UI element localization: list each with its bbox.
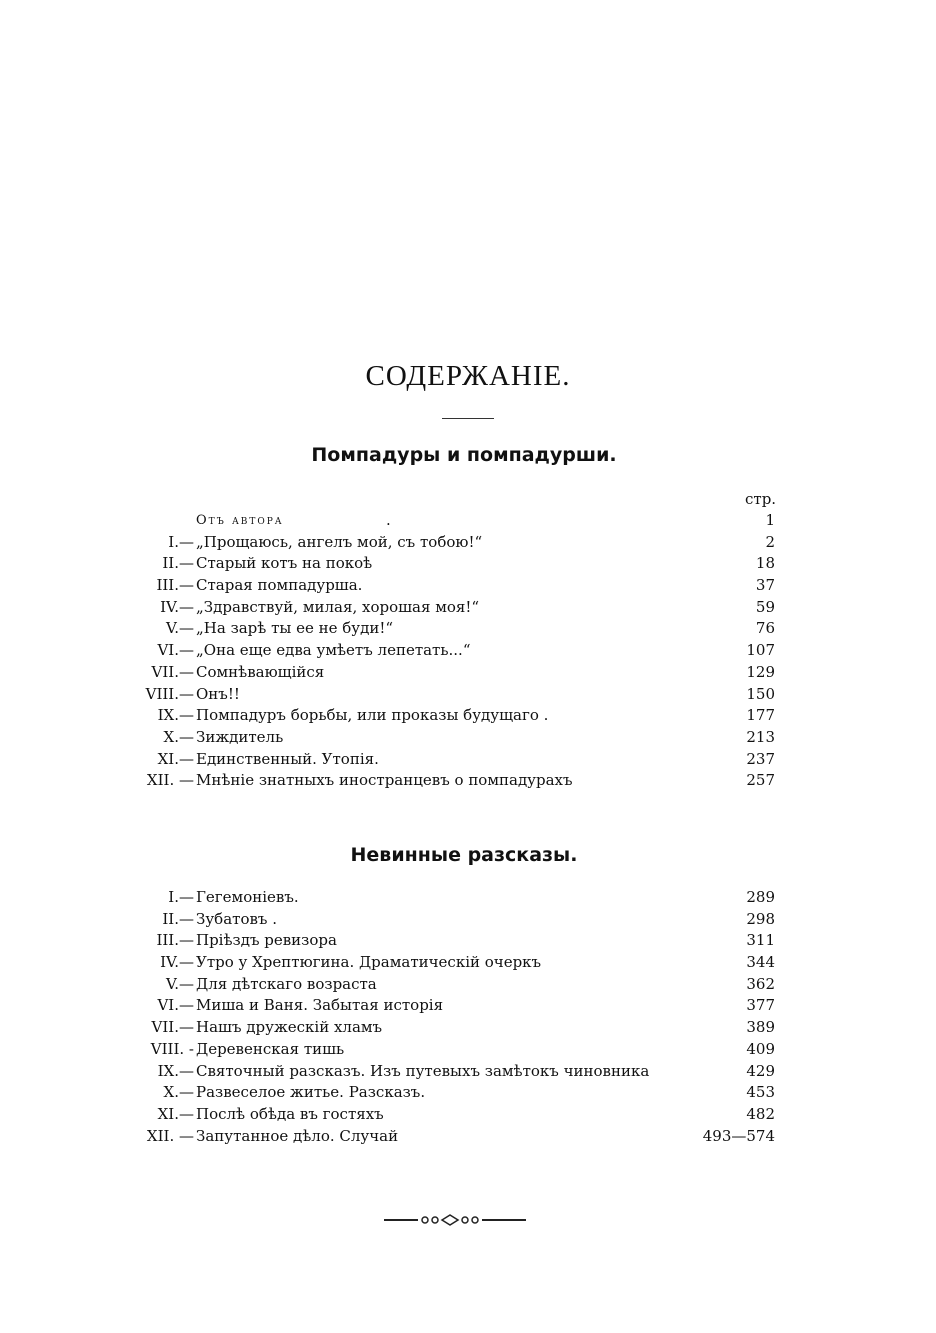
toc-chapter-number: IX.—	[157, 1061, 194, 1080]
toc-chapter-title: Гегемоніевъ.	[196, 888, 299, 906]
section-heading: Помпадуры и помпадурши.	[311, 444, 617, 466]
toc-chapter-number: XII. —	[146, 771, 194, 790]
toc-chapter-number: II.—	[162, 554, 194, 573]
toc-page-number: 482	[746, 1104, 775, 1123]
toc-page-number: 213	[746, 727, 775, 746]
toc-list-section-1	[0, 510, 936, 792]
toc-chapter-title: Для дѣтскаго возраста	[196, 974, 377, 993]
toc-chapter-number: X.—	[163, 727, 194, 746]
toc-chapter-number: XI.—	[157, 749, 194, 768]
page-column-header: стр.	[745, 490, 777, 508]
toc-chapter-number: IV.—	[160, 953, 194, 972]
toc-page-number: 37	[755, 576, 775, 595]
toc-chapter-title: „Здравствуй, милая, хорошая моя!“	[196, 597, 480, 616]
toc-page-number: 377	[746, 996, 775, 1015]
page-title: СОДЕРЖАНІЕ.	[365, 360, 571, 392]
toc-page-number: 298	[746, 909, 775, 928]
toc-row	[0, 930, 936, 952]
toc-chapter-number: III.—	[156, 931, 194, 950]
toc-row	[0, 974, 936, 996]
toc-chapter-number: VII.—	[151, 1018, 194, 1037]
toc-chapter-number: V.—	[166, 974, 194, 993]
toc-row	[0, 705, 936, 727]
toc-chapter-number: V.—	[166, 619, 194, 638]
toc-chapter-title: Запутанное дѣло. Случай	[196, 1126, 399, 1145]
toc-row	[0, 749, 936, 771]
toc-page-number: 76	[755, 619, 775, 638]
toc-chapter-number: XII. —	[146, 1126, 194, 1145]
toc-chapter-title: „Она еще едва умѣетъ лепетать...“	[196, 641, 471, 660]
toc-chapter-title: „Прощаюсь, ангелъ мой, съ тобою!“	[196, 532, 483, 551]
toc-row	[0, 640, 936, 662]
toc-row	[0, 575, 936, 597]
toc-page-number: 2	[765, 532, 775, 551]
toc-chapter-title: Святочный разсказъ. Изъ путевыхъ замѣтокъ чиновника	[196, 1061, 650, 1080]
toc-chapter-number: VIII. -	[150, 1039, 194, 1058]
toc-row-author	[0, 510, 936, 532]
toc-row	[0, 1017, 936, 1039]
toc-chapter-number: IV.—	[160, 597, 194, 616]
toc-row	[0, 684, 936, 706]
toc-page-number: 150	[746, 684, 775, 703]
toc-row	[0, 952, 936, 974]
toc-chapter-title: Старый котъ на покоѣ	[196, 554, 373, 573]
toc-chapter-title: Мнѣніе знатныхъ иностранцевъ о помпадурахъ	[196, 771, 573, 790]
toc-page-number: 362	[746, 974, 775, 993]
toc-chapter-title: Зиждитель	[196, 727, 284, 746]
toc-page-number: 429	[746, 1061, 775, 1080]
toc-chapter-number: X.—	[163, 1083, 194, 1102]
toc-author-label: Отъ автора	[196, 513, 284, 528]
toc-row	[0, 597, 936, 619]
toc-chapter-number: I.—	[168, 532, 194, 551]
toc-page-number: 177	[746, 706, 775, 725]
toc-chapter-title: Нашъ дружескій хламъ	[196, 1018, 383, 1037]
toc-page-number: 289	[746, 888, 775, 906]
toc-page-number: 237	[746, 749, 775, 768]
toc-chapter-title: Развеселое житье. Разсказъ.	[196, 1083, 426, 1102]
toc-chapter-title: Утро у Хрептюгина. Драматическій очеркъ	[196, 953, 542, 972]
toc-page-number: 59	[755, 597, 775, 616]
toc-chapter-number: VI.—	[157, 996, 194, 1015]
toc-chapter-number: VII.—	[151, 662, 194, 681]
toc-page-number: 107	[746, 641, 775, 660]
toc-row	[0, 1039, 936, 1061]
toc-chapter-number: III.—	[156, 576, 194, 595]
toc-row	[0, 995, 936, 1017]
section-heading: Невинные разсказы.	[350, 844, 578, 866]
toc-list-section-2	[0, 887, 936, 1147]
toc-page-number: 453	[746, 1083, 775, 1102]
toc-chapter-title: Единственный. Утопія.	[196, 749, 379, 768]
toc-chapter-number: XI.—	[157, 1104, 194, 1123]
toc-row	[0, 1082, 936, 1104]
toc-row	[0, 553, 936, 575]
toc-chapter-title: Старая помпадурша.	[196, 576, 363, 595]
toc-chapter-title: Послѣ обѣда въ гостяхъ	[196, 1104, 384, 1123]
toc-page-number: 18	[755, 554, 775, 573]
toc-row	[0, 770, 936, 792]
toc-page-number: 409	[746, 1039, 775, 1058]
title-rule	[442, 418, 494, 419]
toc-row	[0, 909, 936, 931]
toc-chapter-number: IX.—	[157, 706, 194, 725]
toc-page-number: 344	[746, 953, 775, 972]
toc-row	[0, 727, 936, 749]
toc-row	[0, 1061, 936, 1083]
toc-row	[0, 662, 936, 684]
toc-page-number: 257	[746, 771, 775, 790]
toc-chapter-number: I.—	[168, 888, 194, 906]
toc-chapter-number: VIII.—	[145, 684, 194, 703]
toc-page-number: 129	[746, 662, 775, 681]
toc-chapter-title: „На зарѣ ты ее не буди!“	[196, 619, 394, 638]
toc-chapter-title: Миша и Ваня. Забытая исторія	[196, 996, 444, 1015]
toc-page-number: 389	[746, 1018, 775, 1037]
toc-chapter-title: Деревенская тишь	[196, 1039, 345, 1058]
toc-row	[0, 618, 936, 640]
toc-chapter-number: II.—	[162, 909, 194, 928]
toc-page-number: 1	[765, 511, 775, 529]
ornament-divider	[384, 1212, 534, 1228]
toc-row	[0, 532, 936, 554]
toc-row	[0, 887, 936, 909]
toc-chapter-title: Сомнѣвающійся	[196, 662, 325, 681]
leader-dot: .	[386, 511, 391, 529]
toc-row	[0, 1126, 936, 1148]
toc-chapter-number: VI.—	[157, 641, 194, 660]
toc-row	[0, 1104, 936, 1126]
toc-page-number: 311	[746, 931, 775, 950]
toc-chapter-title: Пріѣздъ ревизора	[196, 931, 337, 950]
toc-chapter-title: Зубатовъ .	[196, 909, 277, 928]
toc-chapter-title: Онъ!!	[196, 684, 240, 703]
toc-page-number: 493—574	[702, 1126, 775, 1145]
toc-chapter-title: Помпадуръ борьбы, или проказы будущаго .	[196, 706, 549, 725]
